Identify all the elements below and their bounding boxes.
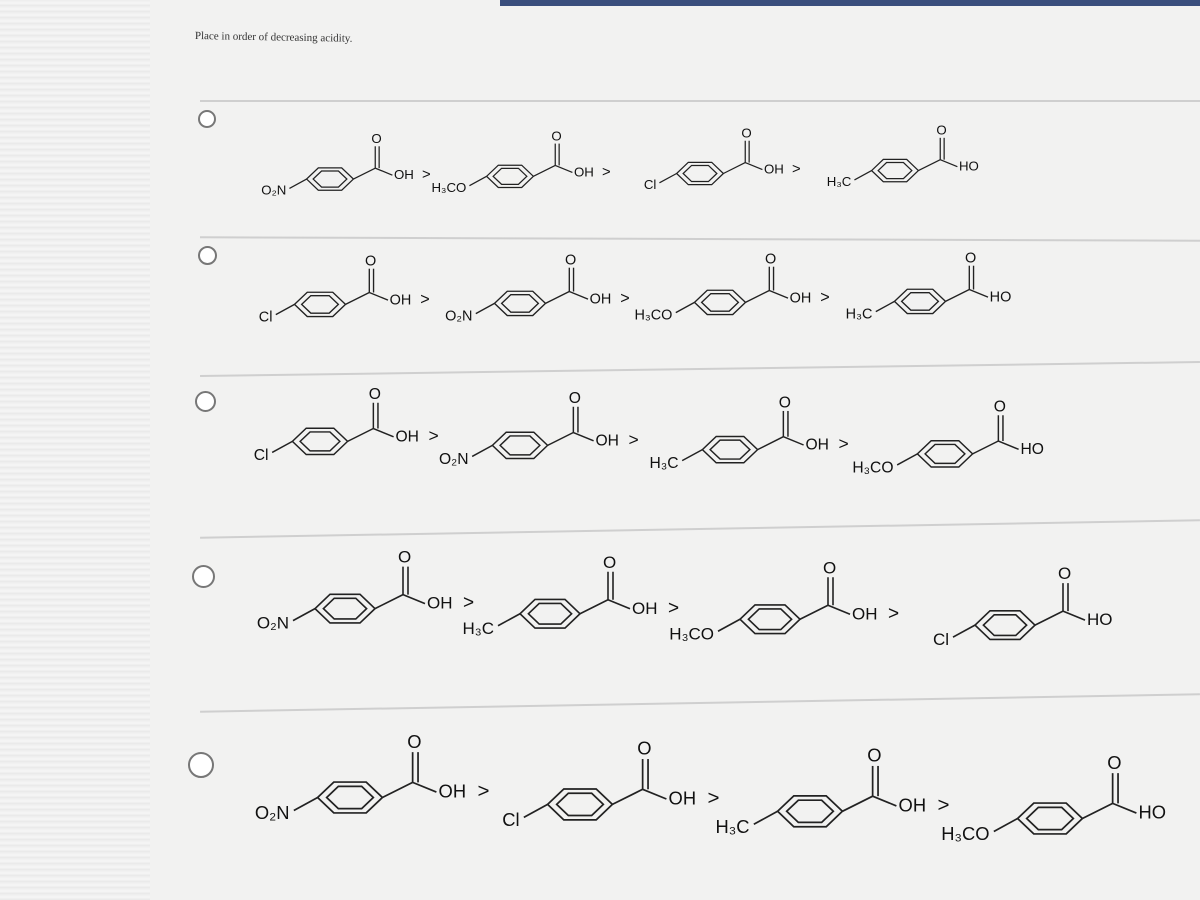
carboxyl-bond bbox=[800, 605, 828, 619]
benzene-inner-ring bbox=[493, 168, 527, 184]
substituent-label: H₃C bbox=[826, 174, 852, 190]
benzoic-acid-structure bbox=[650, 394, 849, 472]
carboxyl-bond bbox=[758, 437, 784, 450]
hydroxyl-bond bbox=[828, 605, 850, 614]
carbonyl-oxygen-label: O bbox=[867, 744, 882, 766]
substituent-label: Cl bbox=[253, 446, 269, 464]
benzoic-acid-structure bbox=[445, 252, 630, 324]
greater-than-symbol: > bbox=[428, 425, 439, 446]
benzoic-acid-structure bbox=[439, 390, 639, 468]
carboxyl-bond bbox=[746, 291, 770, 303]
substituent-label: O₂N bbox=[438, 450, 469, 468]
benzene-inner-ring bbox=[327, 786, 374, 808]
hydroxyl-label: OH bbox=[805, 436, 829, 454]
hydroxyl-label: OH bbox=[632, 598, 658, 618]
substituent-bond bbox=[897, 454, 917, 465]
benzoic-acid-structure bbox=[852, 399, 1043, 477]
carbonyl-oxygen-label: O bbox=[371, 131, 382, 147]
hydroxyl-label: OH bbox=[427, 593, 453, 613]
substituent-label: Cl bbox=[258, 309, 273, 326]
hydroxyl-label: HO bbox=[989, 289, 1012, 306]
benzene-inner-ring bbox=[748, 609, 791, 630]
substituent-label: O₂N bbox=[445, 308, 473, 325]
carboxyl-bond bbox=[548, 433, 574, 446]
substituent-bond bbox=[294, 798, 318, 811]
carbonyl-oxygen-label: O bbox=[936, 122, 947, 138]
substituent-bond bbox=[676, 302, 695, 312]
benzene-inner-ring bbox=[787, 800, 834, 822]
hydroxyl-bond bbox=[998, 441, 1018, 449]
carboxyl-bond bbox=[546, 292, 570, 304]
carboxyl-bond bbox=[353, 168, 375, 179]
greater-than-symbol: > bbox=[422, 167, 431, 184]
benzoic-acid-structure bbox=[941, 752, 1166, 844]
hydroxyl-bond bbox=[643, 789, 667, 799]
hydroxyl-bond bbox=[873, 796, 897, 806]
question-text: Place in order of decreasing acidity. bbox=[194, 30, 353, 45]
greater-than-symbol: > bbox=[620, 289, 630, 308]
greater-than-symbol: > bbox=[888, 603, 900, 625]
carbonyl-oxygen-label: O bbox=[407, 730, 422, 752]
benzene-inner-ring bbox=[683, 165, 717, 181]
substituent-bond bbox=[472, 445, 492, 456]
substituent-bond bbox=[994, 819, 1018, 832]
carbonyl-oxygen-label: O bbox=[603, 552, 617, 572]
greater-than-symbol: > bbox=[602, 164, 611, 181]
hydroxyl-bond bbox=[969, 290, 988, 298]
carbonyl-oxygen-label: O bbox=[565, 252, 577, 269]
greater-than-symbol: > bbox=[792, 161, 801, 178]
greater-than-symbol: > bbox=[820, 288, 830, 307]
benzoic-acid-structure bbox=[259, 253, 430, 325]
greater-than-symbol: > bbox=[463, 592, 475, 614]
benzoic-acid-structure bbox=[716, 745, 950, 837]
substituent-bond bbox=[524, 804, 548, 817]
substituent-bond bbox=[953, 625, 975, 637]
benzoic-acid-structure bbox=[257, 548, 474, 633]
carbonyl-oxygen-label: O bbox=[1107, 751, 1122, 773]
substituent-label: Cl bbox=[932, 630, 949, 650]
substituent-label: O₂N bbox=[254, 802, 290, 824]
carboxyl-bond bbox=[375, 595, 403, 609]
benzene-inner-ring bbox=[557, 793, 604, 815]
substituent-label: H₃CO bbox=[431, 179, 467, 195]
benzoic-acid-structure bbox=[502, 738, 719, 830]
substituent-bond bbox=[469, 176, 486, 185]
hydroxyl-bond bbox=[745, 163, 762, 170]
carboxyl-bond bbox=[346, 293, 370, 305]
carbonyl-oxygen-label: O bbox=[568, 390, 581, 408]
benzoic-acid-structure bbox=[255, 731, 490, 823]
carboxyl-bond bbox=[533, 165, 555, 176]
hydroxyl-bond bbox=[783, 437, 803, 445]
carboxyl-bond bbox=[723, 163, 745, 174]
benzene-inner-ring bbox=[302, 296, 339, 313]
hydroxyl-label: OH bbox=[393, 167, 414, 183]
benzoic-acid-structure bbox=[933, 564, 1113, 649]
benzene-inner-ring bbox=[502, 295, 539, 312]
benzoic-acid-structure bbox=[634, 251, 829, 323]
benzene-inner-ring bbox=[878, 163, 912, 179]
substituent-bond bbox=[293, 609, 315, 621]
greater-than-symbol: > bbox=[477, 779, 490, 803]
hydroxyl-label: OH bbox=[438, 780, 467, 802]
hydroxyl-bond bbox=[573, 433, 593, 441]
benzene-inner-ring bbox=[313, 171, 347, 187]
hydroxyl-bond bbox=[555, 165, 572, 172]
greater-than-symbol: > bbox=[420, 290, 430, 309]
greater-than-symbol: > bbox=[628, 429, 639, 450]
benzoic-acid-structure bbox=[254, 386, 439, 464]
hydroxyl-bond bbox=[369, 293, 388, 301]
benzene-inner-ring bbox=[1027, 807, 1074, 829]
benzene-inner-ring bbox=[983, 615, 1026, 636]
substituent-label: Cl bbox=[502, 809, 520, 830]
benzene-inner-ring bbox=[528, 603, 571, 624]
hydroxyl-label: OH bbox=[389, 292, 412, 309]
substituent-bond bbox=[498, 614, 520, 626]
substituent-label: H₃C bbox=[649, 455, 679, 472]
greater-than-symbol: > bbox=[937, 793, 950, 817]
benzoic-acid-structure bbox=[261, 131, 430, 197]
hydroxyl-label: OH bbox=[763, 161, 784, 177]
hydroxyl-label: OH bbox=[668, 787, 697, 809]
substituent-label: H₃CO bbox=[669, 624, 714, 644]
carbonyl-oxygen-label: O bbox=[365, 253, 377, 270]
carbonyl-oxygen-label: O bbox=[551, 128, 562, 144]
hydroxyl-bond bbox=[413, 782, 437, 792]
carbonyl-oxygen-label: O bbox=[637, 737, 652, 759]
hydroxyl-label: HO bbox=[1020, 440, 1044, 458]
carbonyl-oxygen-label: O bbox=[1058, 564, 1072, 584]
carboxyl-bond bbox=[1035, 611, 1063, 625]
hydroxyl-label: HO bbox=[1087, 610, 1113, 630]
substituent-label: O₂N bbox=[256, 613, 289, 633]
substituent-bond bbox=[682, 450, 702, 461]
hydroxyl-bond bbox=[403, 595, 425, 604]
carbonyl-oxygen-label: O bbox=[823, 558, 837, 578]
hydroxyl-bond bbox=[373, 429, 393, 437]
carboxyl-bond bbox=[1082, 803, 1112, 818]
hydroxyl-bond bbox=[940, 160, 957, 167]
substituent-label: Cl bbox=[643, 177, 657, 193]
substituent-bond bbox=[659, 174, 676, 183]
hydroxyl-bond bbox=[375, 168, 392, 175]
benzene-inner-ring bbox=[925, 444, 965, 463]
carboxyl-bond bbox=[612, 789, 642, 804]
hydroxyl-bond bbox=[608, 600, 630, 609]
carbonyl-oxygen-label: O bbox=[778, 394, 791, 412]
benzoic-acid-structure bbox=[846, 250, 1012, 322]
substituent-label: H₃CO bbox=[852, 459, 894, 477]
hydroxyl-label: HO bbox=[958, 158, 979, 174]
hydroxyl-bond bbox=[1063, 611, 1085, 620]
substituent-bond bbox=[718, 619, 740, 631]
carboxyl-bond bbox=[973, 441, 999, 454]
substituent-label: H₃C bbox=[462, 618, 494, 638]
carboxyl-bond bbox=[348, 429, 374, 442]
substituent-bond bbox=[276, 304, 295, 314]
substituent-label: H₃CO bbox=[634, 307, 673, 324]
hydroxyl-bond bbox=[1113, 803, 1137, 813]
hydroxyl-label: OH bbox=[852, 604, 878, 624]
substituent-label: H₃C bbox=[715, 815, 750, 837]
greater-than-symbol: > bbox=[668, 597, 680, 619]
substituent-label: O₂N bbox=[261, 182, 287, 198]
substituent-label: H₃C bbox=[845, 306, 873, 323]
substituent-bond bbox=[754, 811, 778, 824]
hydroxyl-label: OH bbox=[595, 432, 619, 450]
substituent-bond bbox=[854, 171, 871, 180]
hydroxyl-label: HO bbox=[1138, 801, 1167, 823]
carboxyl-bond bbox=[580, 600, 608, 614]
carbonyl-oxygen-label: O bbox=[765, 251, 777, 268]
carbonyl-oxygen-label: O bbox=[965, 250, 977, 267]
substituent-bond bbox=[289, 179, 306, 188]
benzoic-acid-structure bbox=[463, 553, 680, 638]
carbonyl-oxygen-label: O bbox=[993, 398, 1006, 416]
hydroxyl-bond bbox=[569, 292, 588, 300]
benzoic-acid-structure bbox=[669, 558, 899, 643]
substituent-bond bbox=[272, 441, 292, 452]
benzene-inner-ring bbox=[902, 293, 939, 310]
carboxyl-bond bbox=[842, 796, 872, 811]
benzoic-acid-structure bbox=[827, 123, 979, 189]
hydroxyl-label: OH bbox=[898, 794, 927, 816]
benzene-inner-ring bbox=[702, 294, 739, 311]
benzene-inner-ring bbox=[300, 432, 340, 451]
benzoic-acid-structure bbox=[644, 126, 801, 192]
carbonyl-oxygen-label: O bbox=[368, 386, 381, 404]
benzene-inner-ring bbox=[323, 598, 366, 619]
substituent-bond bbox=[876, 301, 895, 311]
hydroxyl-label: OH bbox=[789, 290, 812, 307]
benzene-inner-ring bbox=[710, 440, 750, 459]
carboxyl-bond bbox=[918, 160, 940, 171]
benzene-inner-ring bbox=[500, 436, 540, 455]
carboxyl-bond bbox=[946, 290, 970, 302]
hydroxyl-label: OH bbox=[589, 291, 612, 308]
carboxyl-bond bbox=[382, 782, 412, 797]
benzoic-acid-structure bbox=[431, 128, 610, 194]
hydroxyl-label: OH bbox=[573, 164, 594, 180]
carbonyl-oxygen-label: O bbox=[741, 125, 752, 141]
greater-than-symbol: > bbox=[838, 433, 849, 454]
substituent-label: H₃CO bbox=[941, 823, 990, 845]
greater-than-symbol: > bbox=[707, 786, 720, 810]
substituent-bond bbox=[476, 303, 495, 313]
hydroxyl-bond bbox=[769, 291, 788, 299]
hydroxyl-label: OH bbox=[395, 428, 419, 446]
carbonyl-oxygen-label: O bbox=[398, 547, 412, 567]
